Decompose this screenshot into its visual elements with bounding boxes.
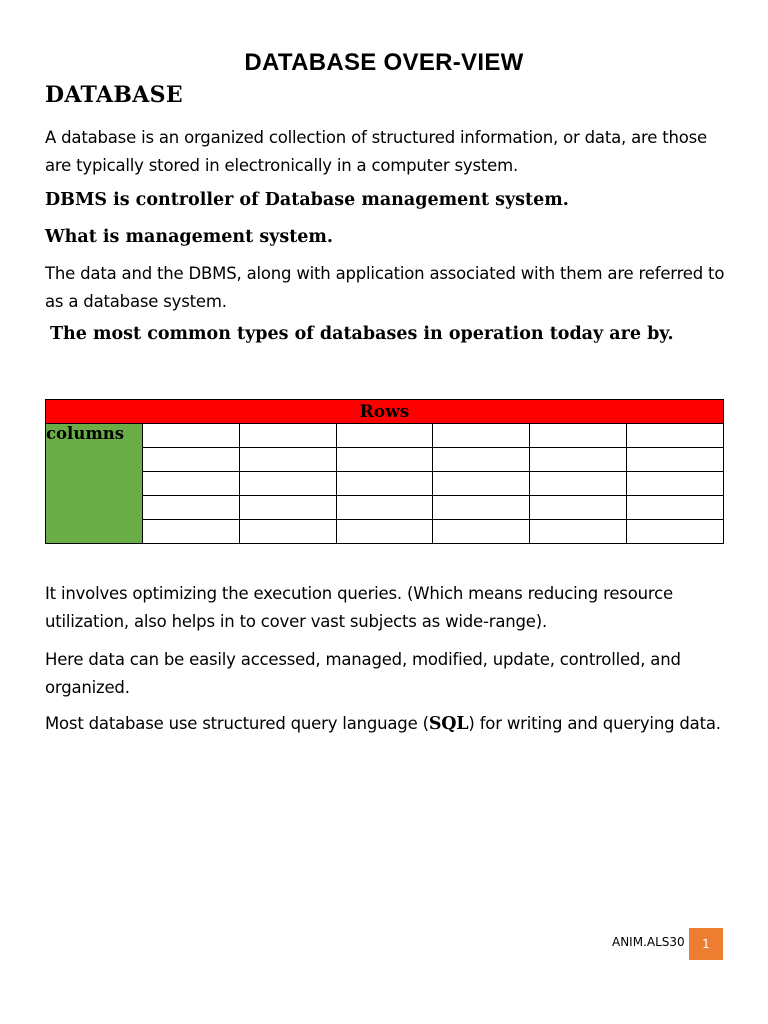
- table-cell: [433, 472, 530, 496]
- dbms-line: DBMS is controller of Database management system.: [45, 190, 569, 210]
- section-heading: DATABASE: [45, 82, 183, 108]
- table-row: [46, 496, 724, 520]
- table-cell: [627, 496, 724, 520]
- table-cell: [142, 472, 239, 496]
- table-cell: [336, 424, 433, 448]
- table-cell: [336, 496, 433, 520]
- table-cell: [142, 520, 239, 544]
- sql-paragraph-before: Most database use structured query language (: [45, 714, 429, 733]
- sql-term: SQL: [428, 714, 469, 734]
- table-row: [46, 520, 724, 544]
- table-cell: [433, 496, 530, 520]
- table-cell: [530, 472, 627, 496]
- table-cell: [433, 448, 530, 472]
- table-cell: [530, 448, 627, 472]
- page-title: DATABASE OVER-VIEW: [244, 49, 524, 76]
- table-cell: [239, 496, 336, 520]
- table-cell: [336, 472, 433, 496]
- table-cell: [336, 520, 433, 544]
- table-header-row: [46, 400, 724, 424]
- management-line: What is management system.: [45, 227, 334, 247]
- table-cell: [627, 472, 724, 496]
- table-cell: [239, 448, 336, 472]
- database-table: [45, 399, 724, 544]
- table-row: [46, 424, 724, 448]
- table-cell: [627, 520, 724, 544]
- sql-paragraph: [45, 710, 735, 738]
- table-cell: [530, 496, 627, 520]
- table-cell: [530, 424, 627, 448]
- table-cell: [142, 448, 239, 472]
- table-cell: [239, 520, 336, 544]
- sql-paragraph-after: ) for writing and querying data.: [468, 714, 721, 733]
- table-cell: [142, 496, 239, 520]
- footer-label: ANIM.ALS30: [612, 935, 685, 949]
- table-cell: [627, 448, 724, 472]
- rows-header: Rows: [46, 400, 724, 424]
- table-cell: [142, 424, 239, 448]
- table-row: [46, 448, 724, 472]
- table-row: [46, 472, 724, 496]
- table-cell: [239, 472, 336, 496]
- intro-paragraph: A database is an organized collection of structured information, or data, are those are typically stored in electronically in a computer system.: [45, 128, 708, 175]
- types-callout: The most common types of databases in operation today are by.: [50, 324, 674, 344]
- page-number-badge: 1: [689, 928, 723, 960]
- access-paragraph: Here data can be easily accessed, managed, modified, update, controlled, and organized.: [45, 650, 681, 697]
- table-cell: [627, 424, 724, 448]
- columns-label: columns: [46, 424, 143, 544]
- table-cell: [433, 520, 530, 544]
- table-cell: [239, 424, 336, 448]
- system-paragraph: The data and the DBMS, along with application associated with them are referred to as a database system.: [45, 264, 725, 311]
- table-cell: [433, 424, 530, 448]
- optimize-paragraph: It involves optimizing the execution queries. (Which means reducing resource utilization, also helps in to cover vast subjects as wide-range).: [45, 584, 673, 631]
- table-cell: [336, 448, 433, 472]
- table-cell: [530, 520, 627, 544]
